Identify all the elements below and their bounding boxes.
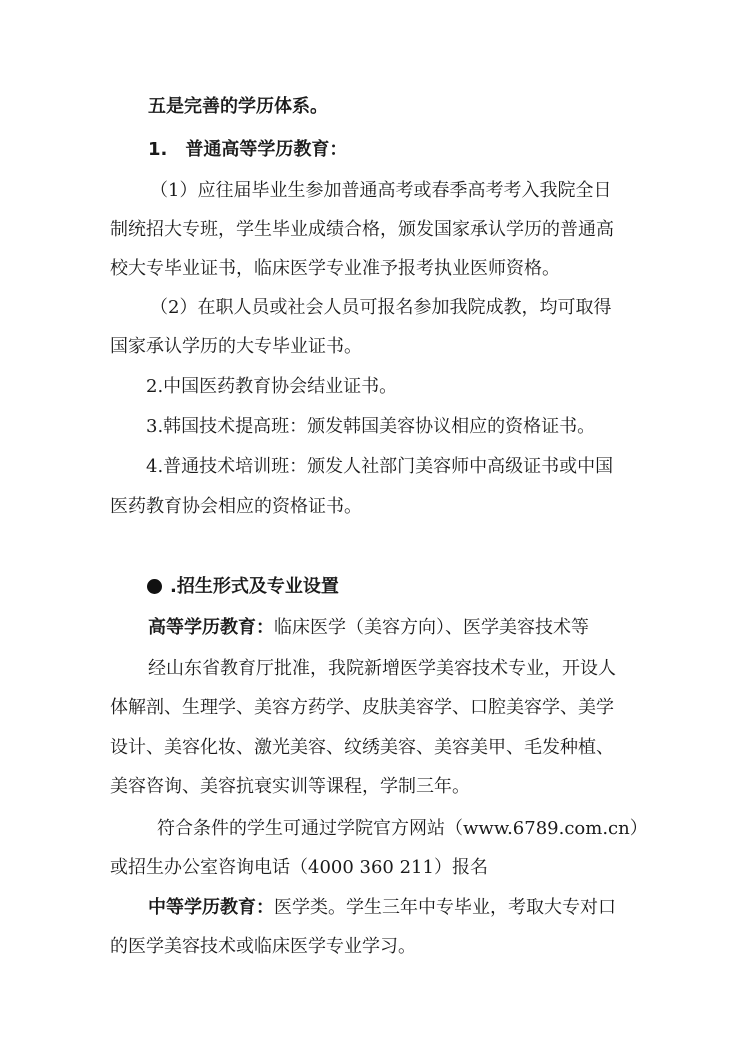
- secondary-education-line: [148, 895, 688, 921]
- higher-education-text: 临床医学（美容方向）、医学美容技术等: [274, 617, 589, 638]
- item-1-p2-line1: （2）在职人员或社会人员可报名参加我院成教，均可取得: [150, 297, 612, 318]
- item-4-line1: 4.普通技术培训班：颁发人社部门美容师中高级证书或中国: [146, 456, 614, 477]
- section-5-title: 五是完善的学历体系。: [148, 96, 328, 117]
- higher-education-label: 高等学历教育：: [148, 617, 274, 638]
- item-1-p1-line3: 校大专毕业证书，临床医学专业准予报考执业医师资格。: [110, 258, 560, 279]
- secondary-education-text-1: 医学类。学生三年中专毕业，考取大专对口: [274, 897, 616, 918]
- bullet-icon: [147, 579, 162, 594]
- contact-line1: 符合条件的学生可通过学院官方网站（www.6789.com.cn）: [157, 818, 648, 839]
- item-1-p1-line2: 制统招大专班，学生毕业成绩合格，颁发国家承认学历的普通高: [110, 219, 614, 240]
- item-4-line2: 医药教育协会相应的资格证书。: [110, 496, 362, 517]
- secondary-education-text-2: 的医学美容技术或临床医学专业学习。: [110, 936, 416, 957]
- item-1-heading: 1. 普通高等学历教育：: [148, 139, 348, 160]
- item-2: 2.中国医药教育协会结业证书。: [146, 376, 398, 397]
- higher-education-line: [148, 615, 688, 641]
- item-1-p1-line1: （1）应往届毕业生参加普通高考或春季高考考入我院全日: [150, 180, 612, 201]
- higher-p-line4: 美容咨询、美容抗衰实训等课程，学制三年。: [110, 776, 470, 797]
- contact-line2: 或招生办公室咨询电话（4000 360 211）报名: [110, 857, 488, 878]
- higher-p-line1: 经山东省教育厅批准，我院新增医学美容技术专业，开设人: [148, 658, 616, 679]
- section-6-title: [147, 574, 687, 600]
- higher-p-line2: 体解剖、生理学、美容方药学、皮肤美容学、口腔美容学、美学: [110, 697, 614, 718]
- item-1-p2-line2: 国家承认学历的大专毕业证书。: [110, 336, 362, 357]
- secondary-education-label: 中等学历教育：: [148, 897, 274, 918]
- higher-p-line3: 设计、美容化妆、激光美容、纹绣美容、美容美甲、毛发种植、: [110, 737, 614, 758]
- item-3: 3.韩国技术提高班：颁发韩国美容协议相应的资格证书。: [146, 416, 596, 437]
- section-6-title-text: .招生形式及专业设置: [170, 576, 339, 597]
